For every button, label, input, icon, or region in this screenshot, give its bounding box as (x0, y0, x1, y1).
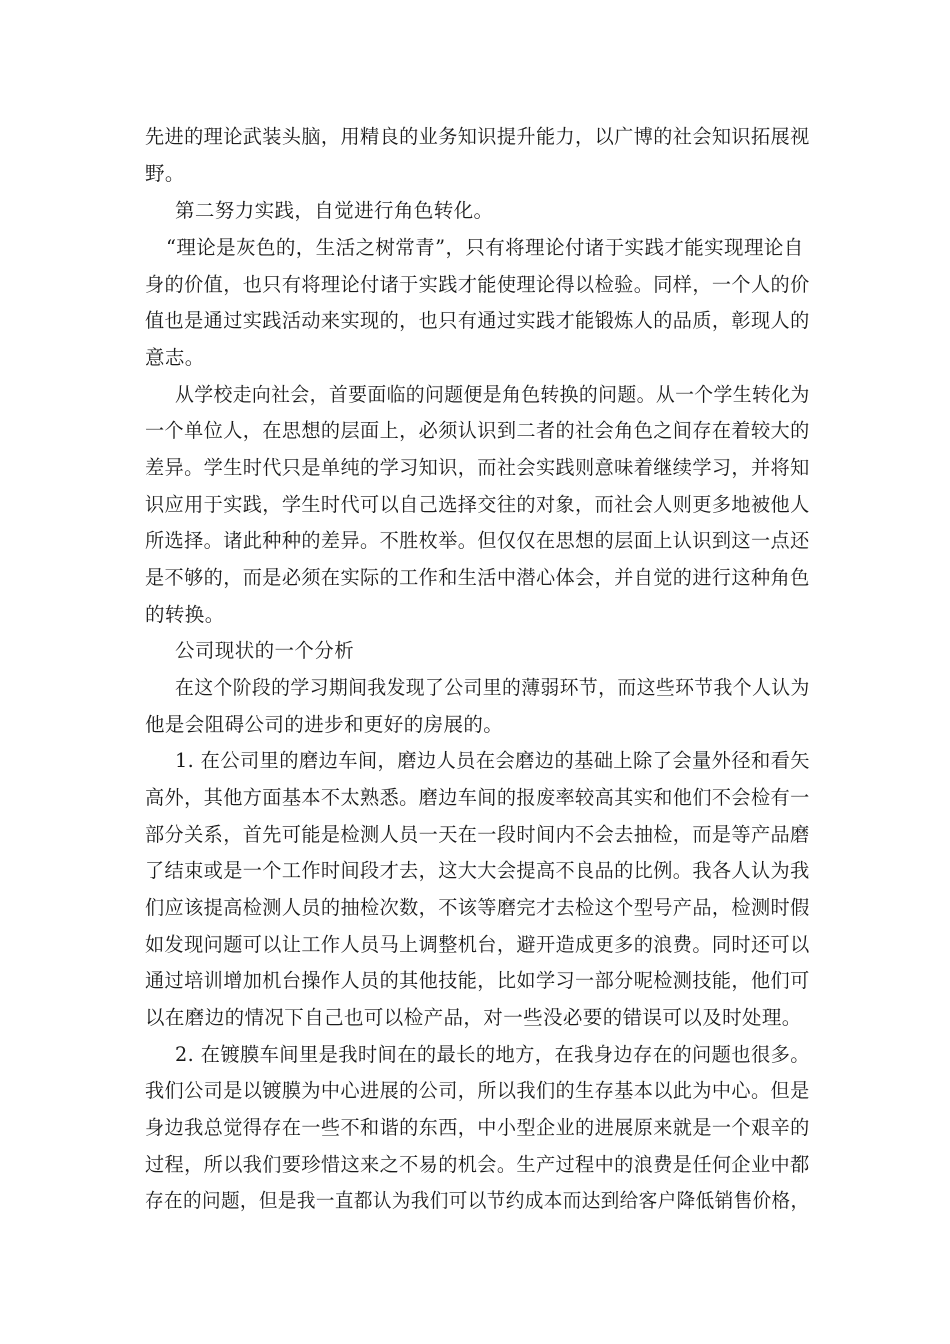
list-item-1-line-5: 们应该提高检测人员的抽检次数，不该等磨完才去检这个型号产品，检测时假 (145, 896, 810, 919)
text-line-1: 先进的理论武装头脑，用精良的业务知识提升能力，以广博的社会知识拓展视 (145, 125, 810, 148)
text-line-12: 所选择。诸此种种的差异。不胜枚举。但仅仅在思想的层面上认识到这一点还 (145, 529, 810, 552)
list-item-1-line-6: 如发现问题可以让工作人员马上调整机台，避开造成更多的浪费。同时还可以 (145, 933, 810, 956)
text-line-7: 意志。 (145, 346, 205, 369)
section-heading-analysis: 公司现状的一个分析 (175, 639, 355, 662)
text-line-17: 他是会阻碍公司的进步和更好的房展的。 (145, 713, 504, 736)
text-line-8: 从学校走向社会，首要面临的问题便是角色转换的问题。从一个学生转化为 (175, 383, 810, 406)
text-line-14: 的转换。 (145, 603, 225, 626)
text-line-2: 野。 (145, 162, 185, 185)
list-item-1-line-3: 部分关系，首先可能是检测人员一天在一段时间内不会去抽检，而是等产品磨 (145, 823, 810, 846)
list-item-1-line-4: 了结束或是一个工作时间段才去，这大大会提高不良品的比例。我各人认为我 (145, 859, 810, 882)
text-line-6: 值也是通过实践活动来实现的，也只有通过实践才能锻炼人的品质，彰现人的 (145, 309, 810, 332)
list-item-2-line-2: 我们公司是以镀膜为中心进展的公司，所以我们的生存基本以此为中心。但是 (145, 1079, 810, 1102)
list-item-2-line-5: 存在的问题，但是我一直都认为我们可以节约成本而达到给客户降低销售价格， (145, 1189, 810, 1212)
list-item-2-line-4: 过程，所以我们要珍惜这来之不易的机会。生产过程中的浪费是任何企业中都 (145, 1153, 810, 1176)
text-line-11: 识应用于实践，学生时代可以自己选择交往的对象，而社会人则更多地被他人 (145, 493, 810, 516)
list-item-2-line-3: 身边我总觉得存在一些不和谐的东西，中小型企业的进展原来就是一个艰辛的 (145, 1116, 810, 1139)
list-item-1-line-8: 以在磨边的情况下自己也可以检产品，对一些没必要的错误可以及时处理。 (145, 1006, 802, 1029)
text-line-5: 身的价值，也只有将理论付诸于实践才能使理论得以检验。同样，一个人的价 (145, 273, 810, 296)
section-heading-practice: 第二努力实践，自觉进行角色转化。 (175, 199, 494, 222)
text-line-9: 一个单位人，在思想的层面上，必须认识到二者的社会角色之间存在着较大的 (145, 419, 810, 442)
text-line-16: 在这个阶段的学习期间我发现了公司里的薄弱环节，而这些环节我个人认为 (175, 676, 810, 699)
list-item-1-line-2: 高外，其他方面基本不太熟悉。磨边车间的报废率较高其实和他们不会检有一 (145, 786, 810, 809)
list-item-2-line-1: 2. 在镀膜车间里是我时间在的最长的地方，在我身边存在的问题也很多。 (175, 1043, 810, 1066)
text-line-10: 差异。学生时代只是单纯的学习知识，而社会实践则意味着继续学习，并将知 (145, 456, 810, 479)
text-line-13: 是不够的，而是必须在实际的工作和生活中潜心体会，并自觉的进行这种角色 (145, 566, 810, 589)
list-item-1-line-7: 通过培训增加机台操作人员的其他技能，比如学习一部分呢检测技能，他们可 (145, 969, 810, 992)
text-line-4: “理论是灰色的，生活之树常青”，只有将理论付诸于实践才能实现理论自 (166, 236, 804, 259)
list-item-1-line-1: 1. 在公司里的磨边车间，磨边人员在会磨边的基础上除了会量外径和看矢 (175, 749, 810, 772)
